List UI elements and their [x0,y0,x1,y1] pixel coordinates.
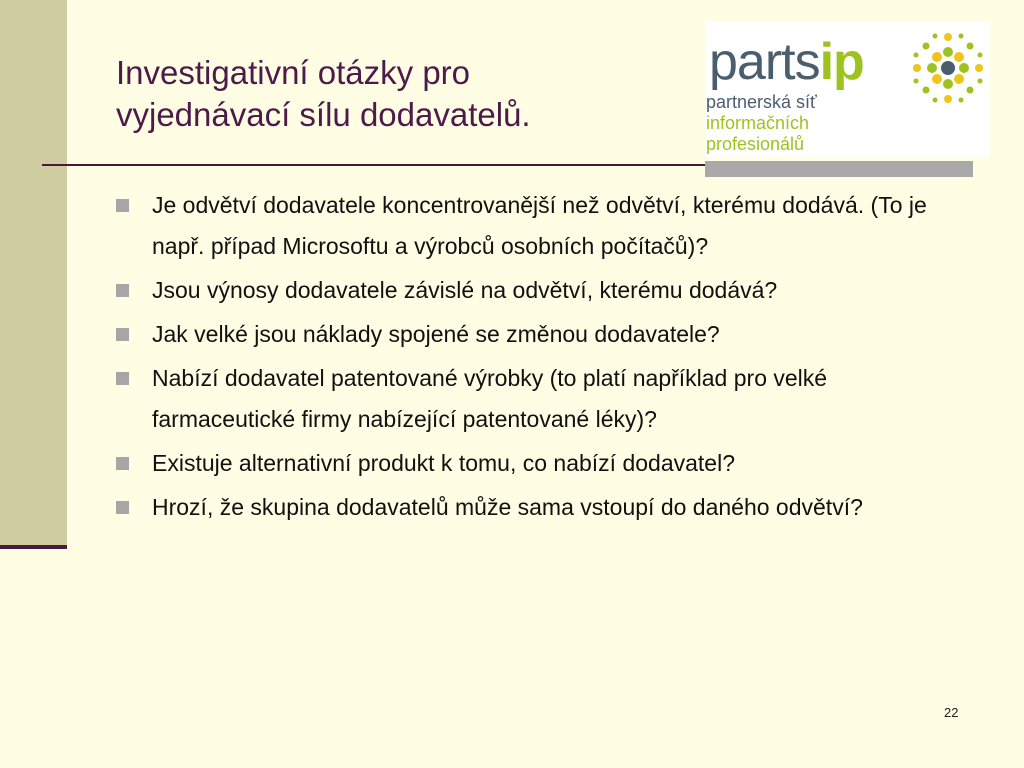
bullet-text: Jsou výnosy dodavatele závislé na odvětví, kterému dodává? [152,277,778,303]
bullet-item [116,443,936,484]
bullet-text: Jak velké jsou náklady spojené se změnou dodavatele? [152,321,720,347]
bullet-item [116,314,936,355]
title-line-2: vyjednávací sílu dodavatelů. [116,96,531,133]
bullet-item [116,185,936,267]
logo-tagline-line-1: partnerská síť [706,92,817,112]
bullet-item [116,270,936,311]
logo-tagline-line-2: informačních [706,113,810,133]
sidebar-divider [0,545,67,549]
logo-wordmark [709,34,864,90]
bullet-text: Je odvětví dodavatele koncentrovanější než odvětví, kterému dodává. (To je např. případ Microsoftu a výrobců osobních počítačů)? [152,192,927,259]
bullet-square-icon [116,284,129,297]
bullet-square-icon [116,457,129,470]
page-number: 22 [944,705,959,720]
bullet-text: Hrozí, že skupina dodavatelů může sama vstoupí do daného odvětví? [152,494,863,520]
bullet-square-icon [116,328,129,341]
slide-title [116,52,676,136]
bullet-text: Nabízí dodavatel patentované výrobky (to platí například pro velké farmaceutické firmy nabízející patentované léky)? [152,365,828,432]
bullet-square-icon [116,199,129,212]
logo-wordmark-ip: ip [819,33,864,91]
partsip-logo [706,22,990,157]
logo-tagline [706,92,817,155]
bullet-item [116,358,936,440]
logo-wordmark-parts: parts [709,33,820,91]
bullet-item [116,487,936,528]
bullet-square-icon [116,372,129,385]
logo-tagline-line-3: profesionálů [706,134,805,154]
logo-underline-bar [705,161,973,177]
bullet-square-icon [116,501,129,514]
title-line-1: Investigativní otázky pro [116,54,471,91]
sun-icon [906,26,990,110]
bullet-list [116,185,936,531]
left-sidebar-panel [0,0,67,548]
bullet-text: Existuje alternativní produkt k tomu, co nabízí dodavatel? [152,450,735,476]
